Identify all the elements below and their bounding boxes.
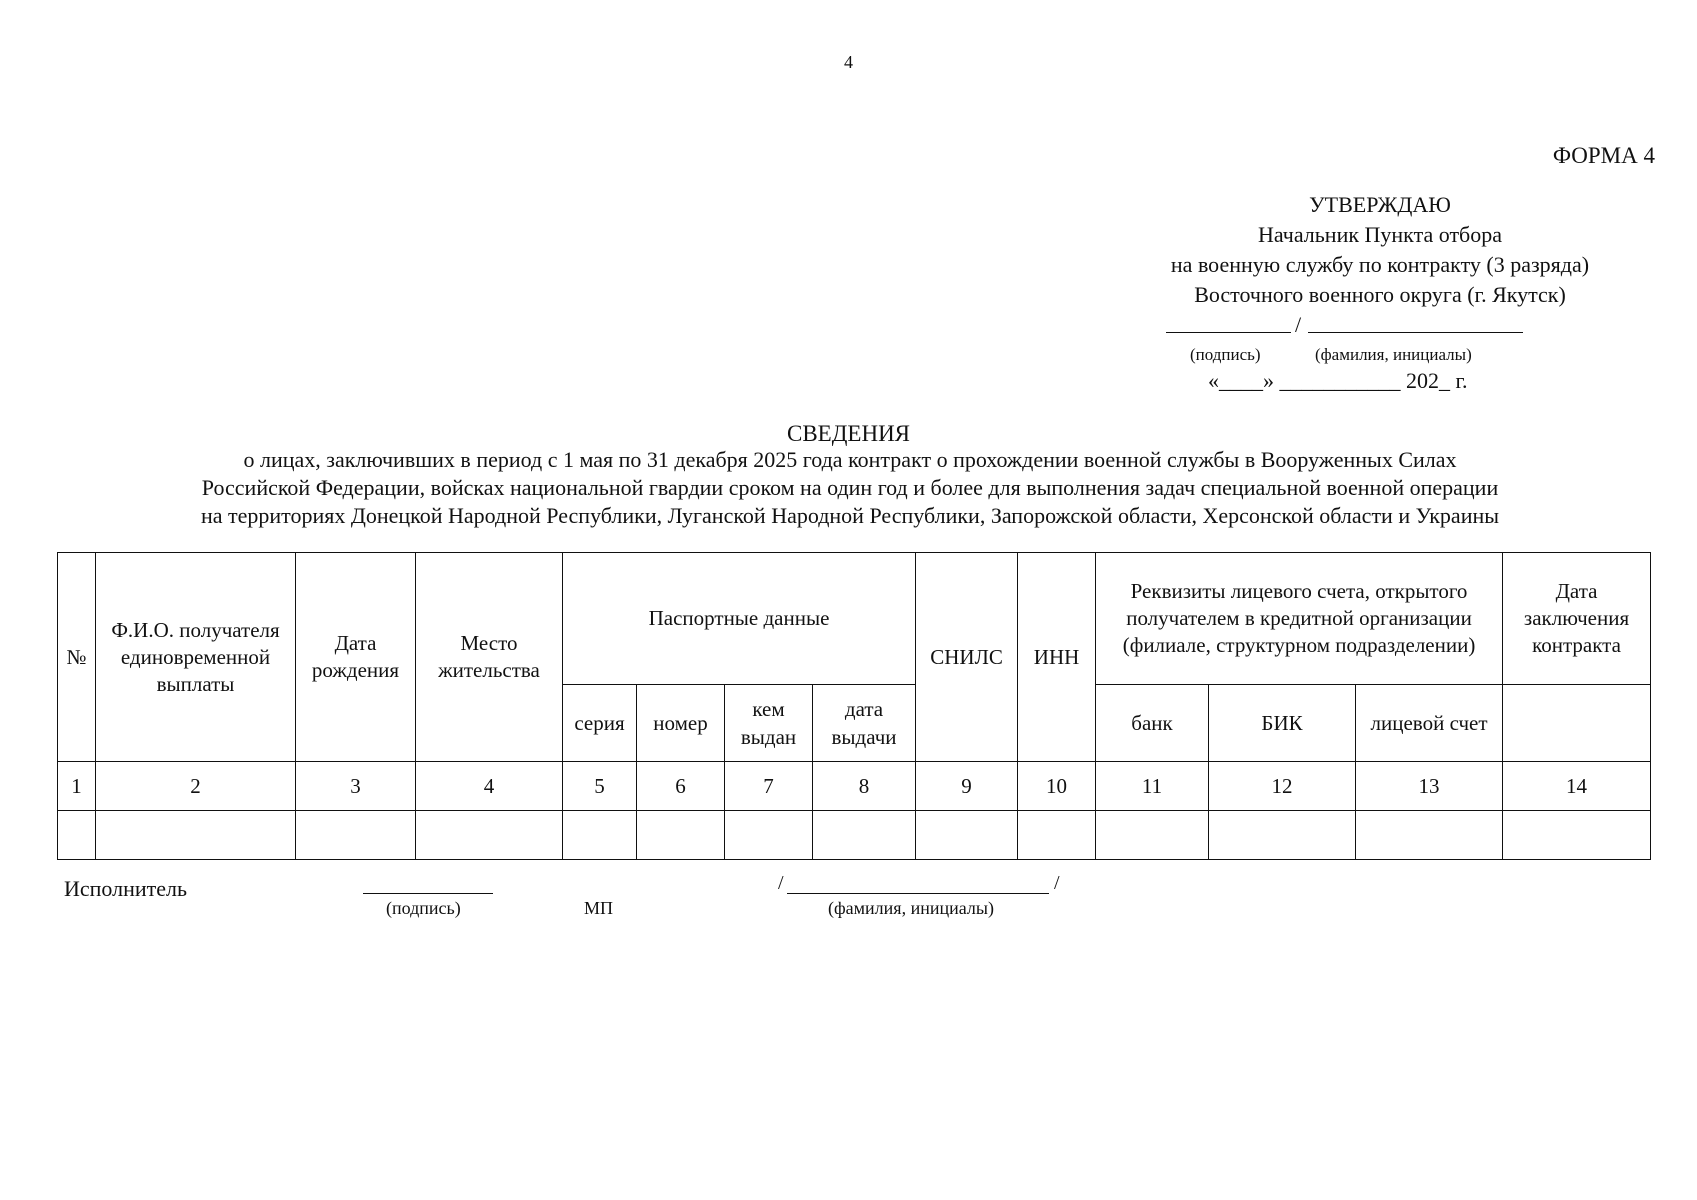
signature-slash: / bbox=[1295, 312, 1302, 337]
header-contract-date-empty bbox=[1503, 685, 1651, 762]
caption-name: (фамилия, инициалы) bbox=[1315, 345, 1472, 364]
table-cell[interactable] bbox=[1209, 811, 1356, 860]
header-row bbox=[58, 553, 1651, 685]
column-number: 9 bbox=[916, 762, 1018, 811]
approval-position-line1: Начальник Пункта отбора bbox=[1257, 222, 1503, 247]
name-blank bbox=[1308, 332, 1523, 333]
column-number: 10 bbox=[1018, 762, 1096, 811]
table-cell[interactable] bbox=[96, 811, 296, 860]
header-bank: банк bbox=[1096, 685, 1209, 762]
column-number: 8 bbox=[813, 762, 916, 811]
header-snils: СНИЛС bbox=[916, 553, 1018, 762]
table-cell[interactable] bbox=[1096, 811, 1209, 860]
signature-blank bbox=[1166, 332, 1291, 333]
header-passport-number: номер bbox=[637, 685, 725, 762]
header-account-details: Реквизиты лицевого счета, открытого получателем в кредитной организации (филиале, структурном подразделении) bbox=[1096, 553, 1503, 685]
executor-name-slash-left: / bbox=[778, 872, 784, 894]
table-cell[interactable] bbox=[1356, 811, 1503, 860]
table-cell[interactable] bbox=[637, 811, 725, 860]
header-passport-series: серия bbox=[563, 685, 637, 762]
subtitle-line: Российской Федерации, войсках национальной гвардии сроком на один год и более для выполнения задач специальной военной операции bbox=[201, 475, 1499, 500]
approval-captions bbox=[1090, 340, 1670, 366]
column-number: 14 bbox=[1503, 762, 1651, 811]
header-passport-issue-date: дата выдачи bbox=[813, 685, 916, 762]
approval-signature-line bbox=[1090, 310, 1670, 340]
column-number: 11 bbox=[1096, 762, 1209, 811]
caption-signature: (подпись) bbox=[1190, 345, 1261, 364]
column-number: 5 bbox=[563, 762, 637, 811]
form-label: ФОРМА 4 bbox=[1552, 143, 1655, 168]
approval-position-line2: на военную службу по контракту (3 разряда) bbox=[1170, 252, 1590, 277]
table-cell[interactable] bbox=[1018, 811, 1096, 860]
approval-position-line3: Восточного военного округа (г. Якутск) bbox=[1194, 282, 1566, 307]
column-number: 2 bbox=[96, 762, 296, 811]
table-cell[interactable] bbox=[1503, 811, 1651, 860]
header-passport-issued-by: кем выдан bbox=[725, 685, 813, 762]
header-birth-date: Дата рождения bbox=[296, 553, 416, 762]
subtitle-line: на территориях Донецкой Народной Республики, Луганской Народной Республики, Запорожской области, Херсонской области и Украины bbox=[200, 503, 1500, 528]
executor-label: Исполнитель bbox=[64, 876, 188, 901]
table-row bbox=[58, 811, 1651, 860]
approval-heading: УТВЕРЖДАЮ bbox=[1309, 192, 1451, 217]
data-table bbox=[57, 552, 1651, 860]
column-number: 4 bbox=[416, 762, 563, 811]
table-cell[interactable] bbox=[725, 811, 813, 860]
column-number: 13 bbox=[1356, 762, 1503, 811]
header-residence: Место жительства bbox=[416, 553, 563, 762]
header-num: № bbox=[58, 553, 96, 762]
header-contract-date: Дата заключения контракта bbox=[1503, 553, 1651, 685]
approval-block bbox=[1090, 190, 1670, 396]
executor-caption-signature: (подпись) bbox=[386, 898, 461, 918]
column-number: 12 bbox=[1209, 762, 1356, 811]
header-passport: Паспортные данные bbox=[563, 553, 916, 685]
subtitle-line: о лицах, заключивших в период с 1 мая по 31 декабря 2025 года контракт о прохождении военной службы в Вооруженных Силах bbox=[243, 447, 1457, 472]
table-cell[interactable] bbox=[916, 811, 1018, 860]
document-subtitle bbox=[60, 446, 1640, 530]
column-number: 6 bbox=[637, 762, 725, 811]
table-cell[interactable] bbox=[296, 811, 416, 860]
executor-signature-blank bbox=[363, 893, 493, 894]
table-cell[interactable] bbox=[58, 811, 96, 860]
table-cell[interactable] bbox=[813, 811, 916, 860]
executor-caption-name: (фамилия, инициалы) bbox=[828, 898, 994, 918]
column-number: 3 bbox=[296, 762, 416, 811]
table-cell[interactable] bbox=[416, 811, 563, 860]
executor-name-slash-right: / bbox=[1054, 872, 1060, 894]
header-account: лицевой счет bbox=[1356, 685, 1503, 762]
header-inn: ИНН bbox=[1018, 553, 1096, 762]
table-cell[interactable] bbox=[563, 811, 637, 860]
approval-date-line bbox=[1090, 366, 1670, 396]
header-fio: Ф.И.О. получателя единовременной выплаты bbox=[96, 553, 296, 762]
column-number: 7 bbox=[725, 762, 813, 811]
executor-name-blank bbox=[787, 893, 1049, 894]
header-bik: БИК bbox=[1209, 685, 1356, 762]
column-number: 1 bbox=[58, 762, 96, 811]
page-number: 4 bbox=[844, 52, 853, 72]
document-title: СВЕДЕНИЯ bbox=[786, 421, 911, 446]
approval-date: «____» ___________ 202_ г. bbox=[1208, 368, 1468, 393]
stamp-place-label: МП bbox=[584, 898, 614, 918]
column-number-row bbox=[58, 762, 1651, 811]
